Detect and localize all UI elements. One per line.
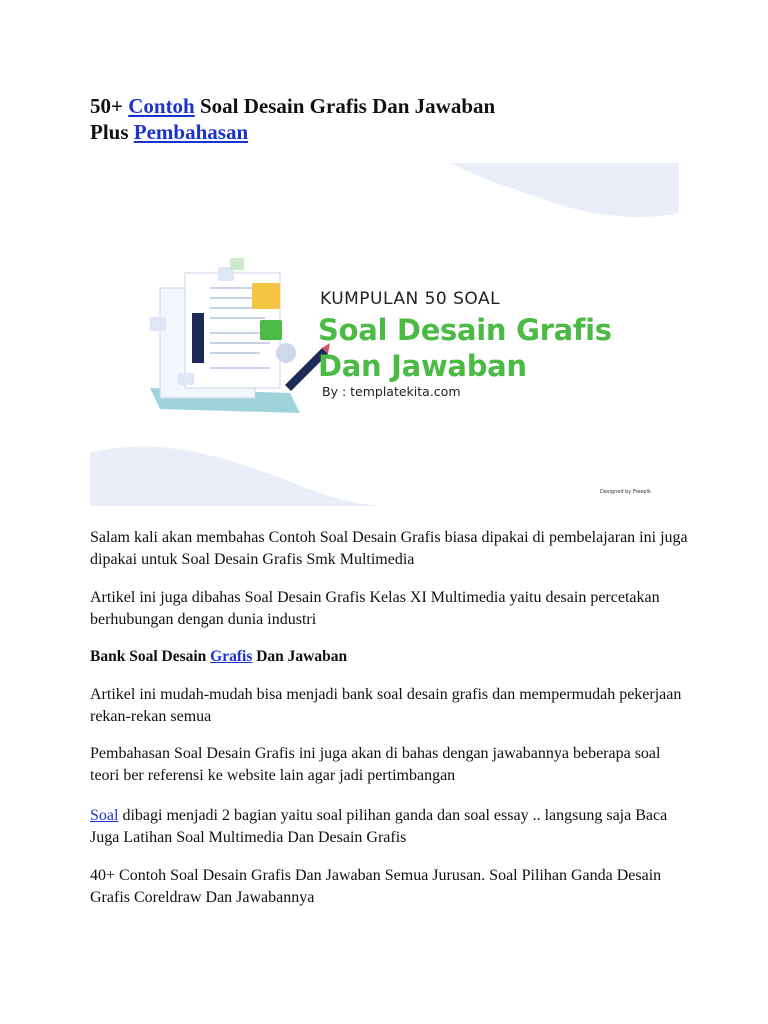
document-illustration [150,258,330,413]
paragraph-4: Pembahasan Soal Desain Grafis ini juga akan di bahas dengan jawabannya beberapa soal teori ber referensi ke website lain agar jadi pertimbangan [90,745,661,784]
subheading-bank-soal [90,646,690,668]
paragraph-link-soal[interactable]: Soal [90,807,119,824]
bottom-left-blob [90,447,390,506]
title-link-contoh[interactable]: Contoh [128,94,195,118]
subheading-prefix: Bank Soal Desain [90,648,211,665]
paragraph-1: Salam kali akan membahas Contoh Soal Desain Grafis biasa dipakai di pembelajaran ini juga dipakai untuk Soal Desain Grafis Smk Multimedia [90,529,688,568]
hero-byline: By : templatekita.com [322,384,461,399]
hero-title-line2: Dan Jawaban [318,349,527,383]
hero-credit: Designed by Freepik [600,489,651,495]
subheading-link-grafis[interactable]: Grafis [210,648,253,665]
hero-kumpulan-text: KUMPULAN 50 SOAL [320,289,501,309]
subheading-suffix: Dan Jawaban [252,648,348,665]
hero-title-line1: Soal Desain Grafis [318,313,612,347]
title-middle: Soal Desain Grafis Dan Jawaban [194,94,496,118]
paragraph-5-rest: dibagi menjadi 2 bagian yaitu soal pilihan ganda dan soal essay .. langsung saja Baca Juga Latihan Soal Multimedia Dan Desain Grafis [90,807,668,846]
paragraph-5 [90,805,690,849]
paragraph-2: Artikel ini juga dibahas Soal Desain Grafis Kelas XI Multimedia yaitu desain percetakan berhubungan dengan dunia industri [90,589,660,628]
top-right-blob [450,163,679,217]
title-line2-prefix: Plus [90,120,134,144]
paragraph-3: Artikel ini mudah-mudah bisa menjadi bank soal desain grafis dan mempermudah pekerjaan rekan-rekan semua [90,686,682,725]
article-title [90,93,680,145]
title-prefix: 50+ [90,94,129,118]
paragraph-6: 40+ Contoh Soal Desain Grafis Dan Jawaban Semua Jurusan. Soal Pilihan Ganda Desain Grafis Coreldraw Dan Jawabannya [90,867,662,906]
title-link-pembahasan[interactable]: Pembahasan [133,120,249,144]
hero-image [90,163,679,506]
